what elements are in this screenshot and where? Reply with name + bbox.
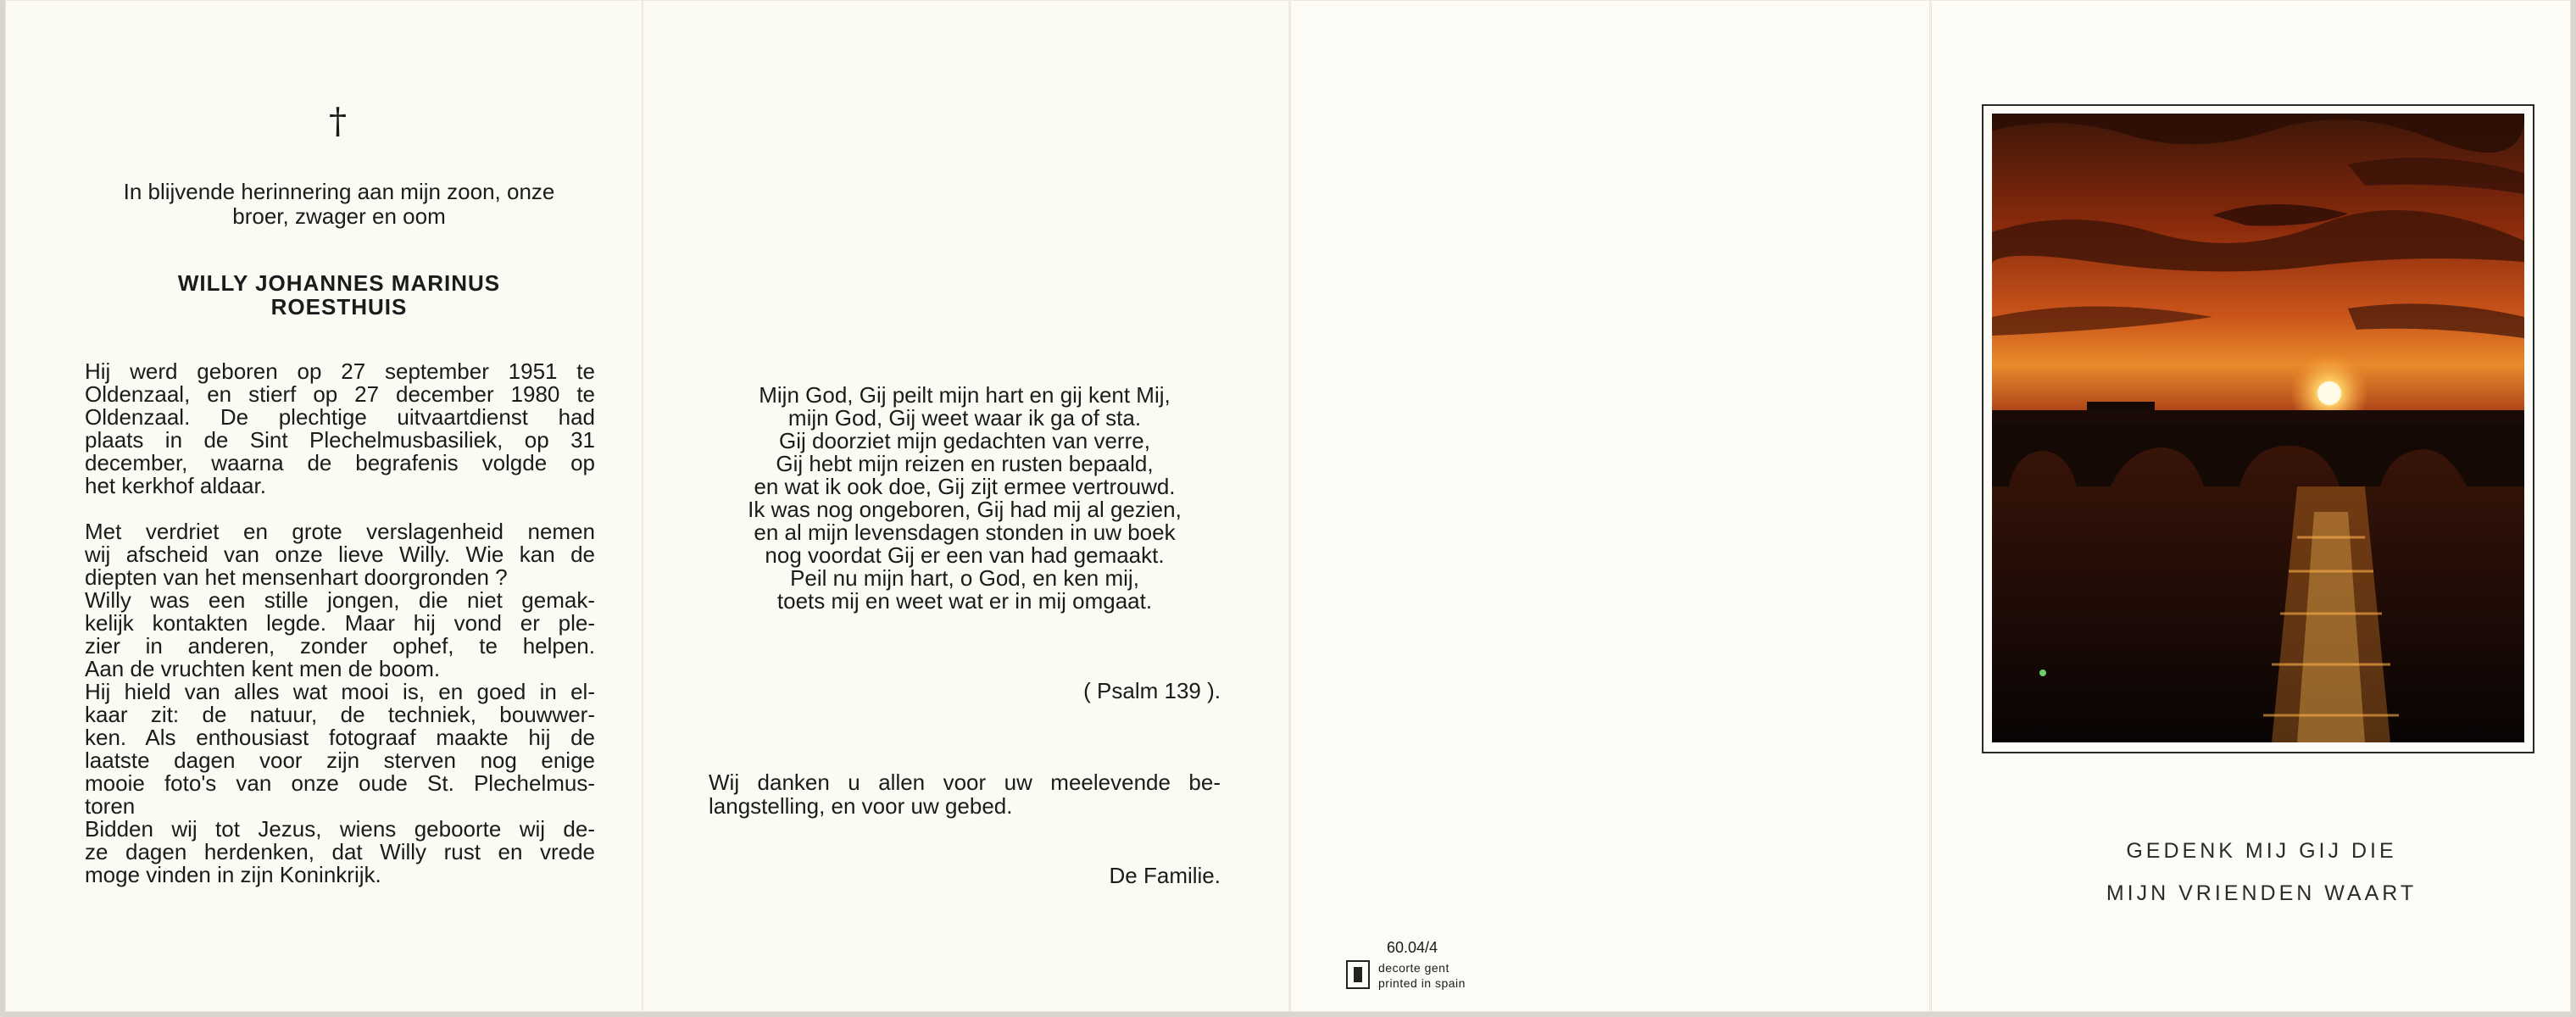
- card-fold: [1288, 0, 1291, 1012]
- psalm-text: Mijn God, Gij peilt mijn hart en gij kent Mij, mijn God, Gij weet waar ik ga of sta. Gij doorziet mijn gedachten van verre, Gij hebt mijn reizen en rusten bepaald, en wat ik ook doe, Gij zijt ermee vertrouwd. Ik was nog ongeboren, Gij had mij al gezien, en al mijn levensdagen stonden in uw boek nog voordat Gij er een van had gemaakt. Peil nu mijn hart, o God, en ken mij, toets mij en weet wat er in mij omgaat.: [748, 382, 1182, 614]
- biography-paragraph-1: Hij werd geboren op 27 september 1951 te Oldenzaal, en stierf op 27 december 1980 te Oldenzaal. De plechtige uitvaartdienst had plaats in de Sint Plechelmusbasiliek, op 31 december, waarna de begrafenis volgde op het kerkhof aldaar.: [85, 358, 595, 498]
- signoff: De Familie.: [1109, 863, 1221, 888]
- biography-paragraph-2: Met verdriet en grote verslagenheid nemen wij afscheid van onze lieve Willy. Wie kan de diepten van het mensenhart doorgronden ? Willy was een stille jongen, die niet gemak- kelijk kontakten legde. Maar hij vond er ple- zier in anderen, zonder ophef, te helpen. Aan de vruchten kent men de boom. Hij hield van alles wat mooi is, en goed in el- kaar zit: de natuur, de techniek, bouwwer- ken. Als enthousiast fotograaf maakte hij de laatste dagen voor zijn sterven nog enige mooie foto's van onze oude St. Plechelmus- toren Bidden wij tot Jezus, wiens geboorte wij de- ze dagen herdenken, dat Willy rust en vrede moge vinden in zijn Koninkrijk.: [85, 519, 595, 887]
- printer-origin: printed in spain: [1378, 976, 1466, 990]
- deceased-name: WILLY JOHANNES MARINUS ROESTHUIS: [177, 270, 501, 320]
- printer-name: decorte gent: [1378, 961, 1449, 975]
- biography: [85, 360, 595, 909]
- motto-line-2: MIJN VRIENDEN WAART: [2106, 881, 2417, 905]
- intro-text: In blijvende herinnering aan mijn zoon, onze broer, zwager en oom: [123, 179, 555, 229]
- sunset-bridge-illustration: [1992, 114, 2524, 742]
- printer-logo-icon: [1346, 960, 1370, 989]
- thanks-text: Wij danken u allen voor uw meelevende be- langstelling, en voor uw gebed.: [709, 770, 1221, 819]
- motto-line-1: GEDENK MIJ GIJ DIE: [2126, 839, 2397, 863]
- print-code: 60.04/4: [1387, 939, 1438, 956]
- card-fold: [1929, 0, 1932, 1012]
- panel-back: [1290, 0, 1931, 1012]
- cross-icon: †: [329, 100, 347, 142]
- psalm-reference: ( Psalm 139 ).: [1083, 678, 1221, 703]
- sunset-bridge-photo: [1992, 114, 2524, 742]
